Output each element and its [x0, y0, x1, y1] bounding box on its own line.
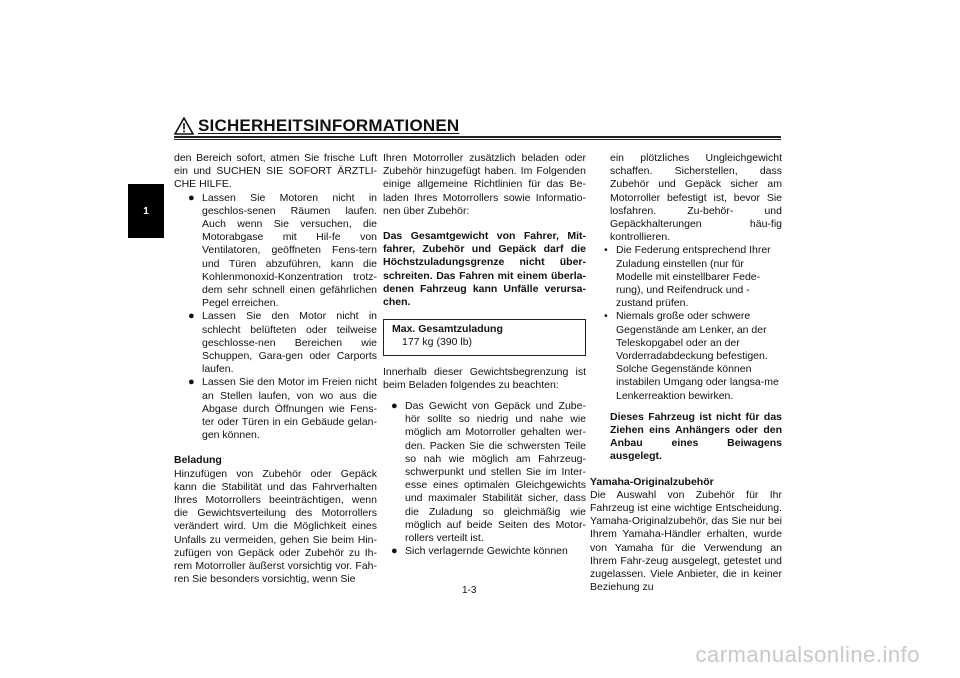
- bullet-text: Die Federung entsprechend Ihrer Zuladung einstellen (nur für Modelle mit einstellbarer Fede-rung), und Reifendruck und -zustand prüfen.: [616, 244, 771, 310]
- col1-intro: den Bereich sofort, atmen Sie frische Luft ein und SUCHEN SIE SOFORT ÄRZTLI-CHE HILFE.: [174, 152, 377, 191]
- list-item: [604, 310, 782, 402]
- chapter-tab: 1: [128, 184, 164, 238]
- bullet-icon: ●: [391, 545, 398, 558]
- bullet-text: Niemals große oder schwere Gegenstände am Lenker, an der Teleskopgabel oder an der Vorderradabdeckung befestigen. Solche Gegenstände können instabilen Umgang oder langsa-me Lenkerreaktion bewirken.: [616, 310, 779, 402]
- list-item: [188, 310, 377, 376]
- col2-after-box: Innerhalb dieser Gewichtsbegrenzung ist beim Beladen folgendes zu beachten:: [383, 365, 586, 391]
- col1-body: Hinzufügen von Zubehör oder Gepäck kann die Stabilität und das Fahrverhalten Ihres Motorrollers beeinträchtigen, wenn die Gewichtsverteilung des Motorrollers verändert wird. Um die Möglichkeit eines Unfalls zu vermeiden, gehen Sie beim Hin-zufügen von Gepäck oder Zubehör zu Ih-rem Motorroller äußerst vorsichtig vor. Fah-ren Sie besonders vorsichtig, wenn Sie: [174, 467, 377, 586]
- list-item: [391, 545, 586, 558]
- section-heading-zubehoer: Yamaha-Originalzubehör: [590, 475, 714, 488]
- bullet-text: Sich verlagernde Gewichte können: [405, 545, 568, 558]
- column-3: [590, 152, 782, 595]
- list-item: [188, 376, 377, 442]
- col3-continuation: ein plötzliches Ungleichgewicht schaffen. Sicherstellen, dass Zubehör und Gepäck sicher am Motorroller befestigt ist, bevor Sie losfahren. Zu-behör- und Gepäckhalterungen häu-fig kontrollieren.: [610, 152, 782, 244]
- bullet-icon: •: [604, 244, 608, 257]
- page-number: 1-3: [462, 585, 477, 596]
- section-heading-beladung: Beladung: [174, 454, 222, 467]
- warning-triangle-icon: [174, 117, 194, 135]
- column-1: [174, 152, 377, 587]
- column-2: [383, 152, 586, 558]
- bullet-icon: ●: [188, 191, 195, 204]
- watermark: carmanualsonline.info: [695, 642, 920, 667]
- page-header: [174, 116, 459, 136]
- max-load-box: [383, 319, 586, 355]
- max-load-value: 177 kg (390 lb): [402, 336, 473, 349]
- list-item: [391, 400, 586, 545]
- list-item: [604, 244, 782, 310]
- list-item: [188, 192, 377, 311]
- bullet-text: Lassen Sie den Motor nicht in schlecht belüfteten oder teilweise geschlosse-nen Bereichen wie Schuppen, Gara-gen oder Carports laufen.: [202, 310, 377, 376]
- col3-body: Die Auswahl von Zubehör für Ihr Fahrzeug ist eine wichtige Entscheidung. Yamaha-Originalzubehör, das Sie nur bei Ihrem Yamaha-Händler erhalten, wurde von Yamaha für die Verwendung an Ihrem Fahr-zeug ausgelegt, getestet und zugelassen. Viele Anbieter, die in keiner Beziehung zu: [590, 488, 782, 594]
- bullet-text: Das Gewicht von Gepäck und Zube-hör sollte so niedrig und nahe wie möglich am Motorroller gehalten wer-den. Packen Sie die schwersten Teile so nah wie möglich am Fahrzeug-schwerpunkt und stellen Sie im Inter-esse eines optimalen Gleichgewichts und maximaler Stabilität sicher, dass die Zuladung so gleichmäßig wie möglich auf beide Seiten des Motor-rollers verteilt ist.: [405, 400, 586, 545]
- bullet-icon: •: [604, 310, 608, 323]
- header-rule-thin: [174, 139, 781, 140]
- col2-intro: Ihren Motorroller zusätzlich beladen oder Zubehör hinzugefügt haben. Im Folgenden einige allgemeine Richtlinien für das Be-laden Ihres Motorrollers sowie Informatio-nen über Zubehör:: [383, 152, 586, 217]
- load-warning: Das Gesamtgewicht von Fahrer, Mit-fahrer, Zubehör und Gepäck darf die Höchstzuladungsgrenze nicht über-schreiten. Das Fahren mit einem überla-denen Fahrzeug kann Unfälle verursa-chen.: [383, 230, 586, 309]
- bullet-icon: ●: [188, 310, 195, 323]
- bullet-icon: ●: [188, 376, 195, 389]
- header-rule: [174, 136, 781, 138]
- trailer-warning: Dieses Fahrzeug ist nicht für das Ziehen eins Anhängers oder den Anbau eines Beiwagens ausgelegt.: [610, 410, 782, 463]
- bullet-text: Lassen Sie den Motor im Freien nicht an Stellen laufen, von wo aus die Abgase durch Öffnungen wie Fens-ter oder Türen in ein Gebäude gelan-gen können.: [202, 376, 377, 442]
- bullet-icon: ●: [391, 400, 398, 413]
- bullet-text: Lassen Sie Motoren nicht in geschlos-senen Räumen laufen. Auch wenn Sie versuchen, die Motorabgase mit Hil-fe von Ventilatoren, geöffneten Fens-tern und Türen abzuführen, kann die Kohlenmonoxid-Konzentration trotz-dem sehr schnell einen gefährlichen Pegel erreichen.: [202, 191, 377, 310]
- page-title: SICHERHEITSINFORMATIONEN: [198, 116, 460, 135]
- max-load-label: Max. Gesamtzuladung: [392, 323, 503, 336]
